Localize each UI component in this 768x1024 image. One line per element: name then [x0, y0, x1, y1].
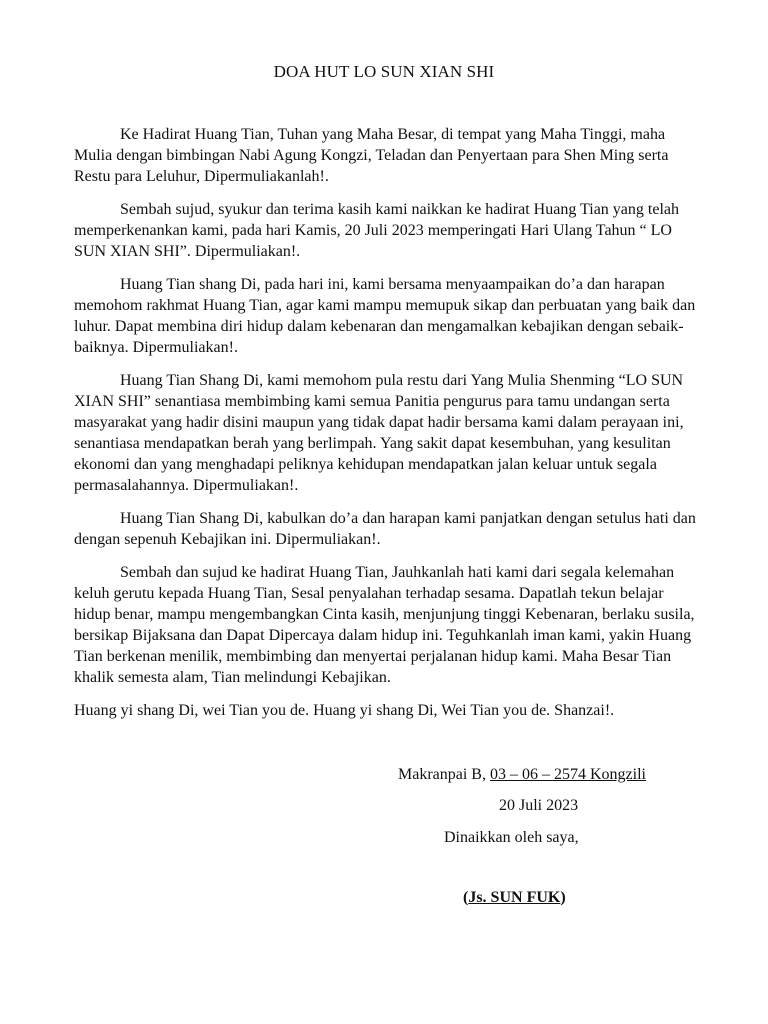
document-title: DOA HUT LO SUN XIAN SHI [273, 62, 495, 81]
paragraph-3: Huang Tian shang Di, pada hari ini, kami bersama menyaampaikan do’a dan harapan memohom rakhmat Huang Tian, agar kami mampu memupuk sikap dan perbuatan yang baik dan luhur. Dapat membina diri hidup dalam kebenaran dan mengamalkan kebajikan dengan sebaik-baiknya. Dipermuliakan!. [74, 276, 696, 356]
paragraph-4: Huang Tian Shang Di, kami memohom pula restu dari Yang Mulia Shenming “LO SUN XIAN SHI” senantiasa membimbing kami semua Panitia pengurus para tamu undangan serta masyarakat yang hadir disini maupun yang tidak dapat hadir bersama kami dalam perayaan ini, senantiasa mendapatkan berah yang berlimpah. Yang sakit dapat kesembuhan, yang kesulitan ekonomi dan yang menghadapi peliknya kehidupan mendapatkan jalan keluar untuk segala permasalahannya. Dipermuliakan!. [74, 372, 684, 494]
place-text: Makranpai B, [398, 766, 486, 783]
paragraph-1: Ke Hadirat Huang Tian, Tuhan yang Maha Besar, di tempat yang Maha Tinggi, maha Mulia dengan bimbingan Nabi Agung Kongzi, Teladan dan Penyertaan para Shen Ming serta Restu para Leluhur, Dipermuliakanlah!. [74, 126, 669, 185]
paragraph-5: Huang Tian Shang Di, kabulkan do’a dan harapan kami panjatkan dengan setulus hati dan dengan sepenuh Kebajikan ini. Dipermuliakan!. [74, 510, 696, 548]
offered-by-text: Dinaikkan oleh saya, [444, 829, 579, 846]
lunar-date: 03 – 06 – 2574 Kongzili [489, 766, 646, 783]
signer-line [463, 887, 566, 908]
final-prayer-line: Huang yi shang Di, wei Tian you de. Huang yi shang Di, Wei Tian you de. Shanzai!. [74, 702, 615, 719]
place-date-line [398, 764, 646, 785]
document-body [74, 124, 704, 733]
gregorian-date: 20 Juli 2023 [499, 797, 579, 814]
signer-paren-close: ) [560, 889, 566, 906]
signer-paren-open: ( [463, 889, 469, 906]
signer-name: Js. SUN FUK [468, 889, 561, 906]
paragraph-2: Sembah sujud, syukur dan terima kasih kami naikkan ke hadirat Huang Tian yang telah memperkenankan kami, pada hari Kamis, 20 Juli 2023 memperingati Hari Ulang Tahun “ LO SUN XIAN SHI”. Dipermuliakan!. [74, 201, 679, 260]
paragraph-6: Sembah dan sujud ke hadirat Huang Tian, Jauhkanlah hati kami dari segala kelemahan keluh gerutu kepada Huang Tian, Sesal penyalahan terhadap sesama. Dapatlah tekun belajar hidup benar, mampu mengembangkan Cinta kasih, menjunjung tinggi Kebenaran, berlaku susila, bersikap Bijaksana dan Dapat Dipercaya dalam hidup ini. Teguhkanlah iman kami, yakin Huang Tian berkenan menilik, membimbing dan menyertai perjalanan hidup kami. Maha Besar Tian khalik semesta alam, Tian melindungi Kebajikan. [74, 564, 695, 686]
